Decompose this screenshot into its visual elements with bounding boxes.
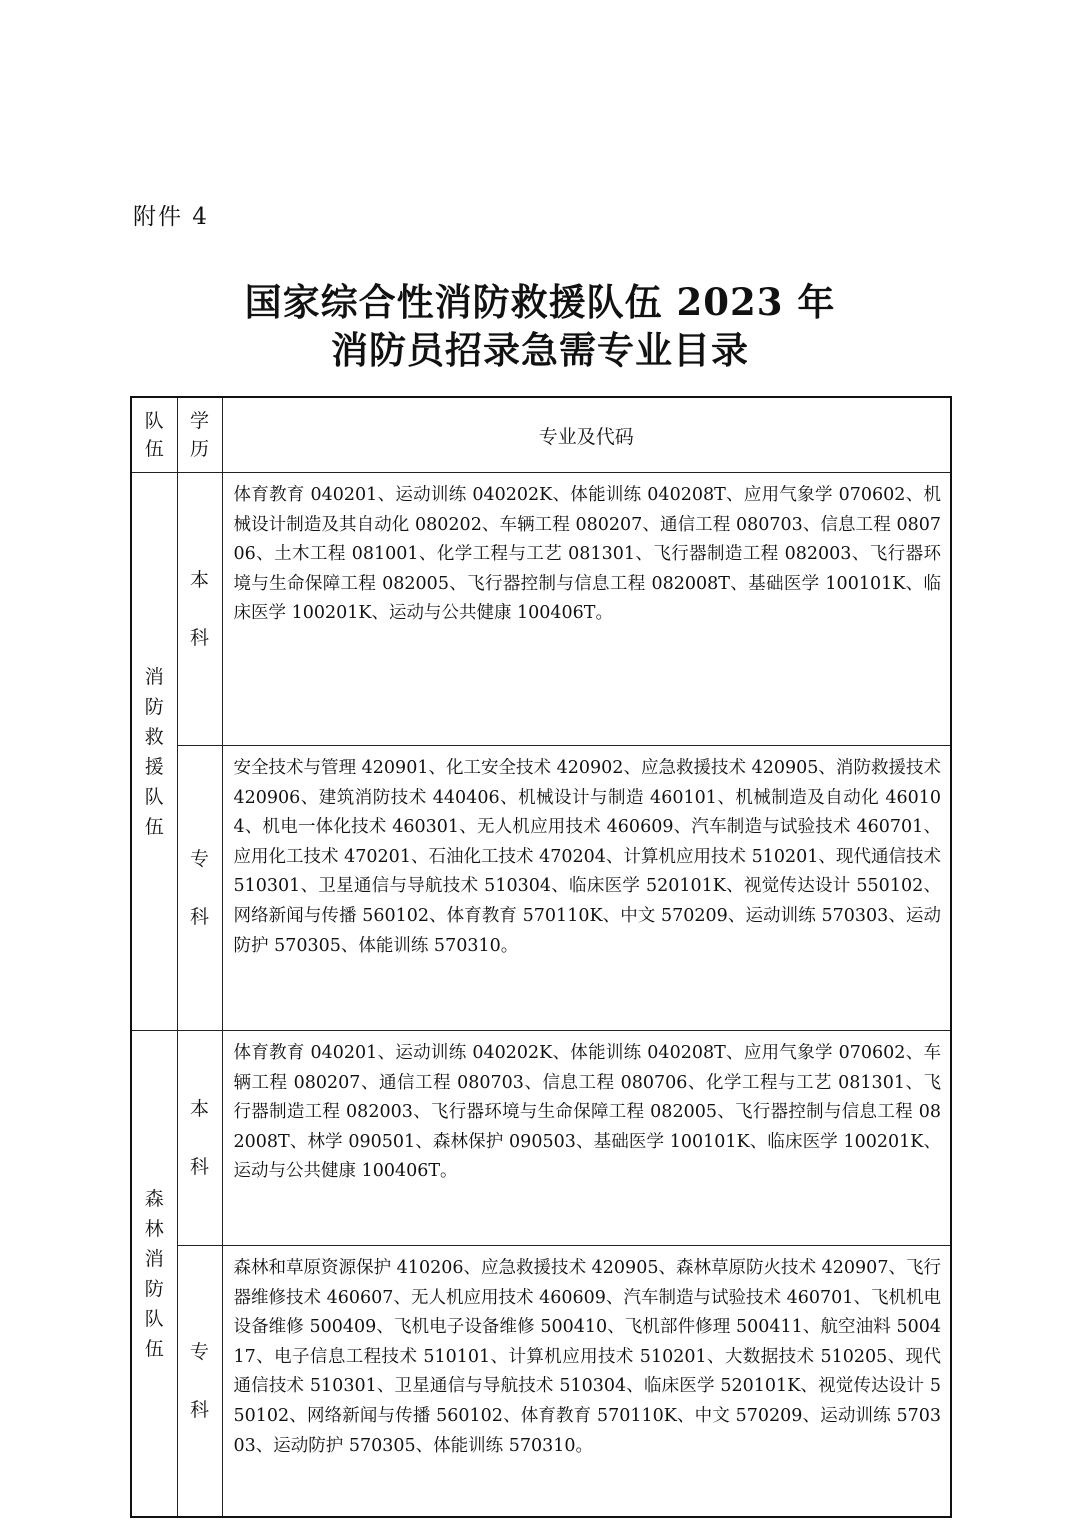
- table-header-row: [131, 397, 951, 473]
- degree-cell: 本科: [177, 473, 222, 746]
- header-team: 队伍: [131, 397, 177, 473]
- header-degree: 学历: [177, 397, 222, 473]
- attachment-label: 附件 4: [133, 204, 209, 230]
- majors-cell: 体育教育 040201、运动训练 040202K、体能训练 040208T、应用气象学 070602、车辆工程 080207、通信工程 080703、信息工程 080706、化学工程与工艺 081301、飞行器制造工程 082003、飞行器环境与生命保障工程 082005、飞行器控制与信息工程 082008T、林学 090501、森林保护 090503、基础医学 100101K、临床医学 100201K、运动与公共健康 100406T。: [222, 1031, 951, 1246]
- degree-cell: 本科: [177, 1031, 222, 1246]
- majors-cell: 体育教育 040201、运动训练 040202K、体能训练 040208T、应用气象学 070602、机械设计制造及其自动化 080202、车辆工程 080207、通信工程 080703、信息工程 080706、土木工程 081001、化学工程与工艺 081301、飞行器制造工程 082003、飞行器环境与生命保障工程 082005、飞行器控制与信息工程 082008T、基础医学 100101K、临床医学 100201K、运动与公共健康 100406T。: [222, 473, 951, 746]
- page-title-line-2: 消防员招录急需专业目录: [331, 328, 749, 372]
- header-majors: 专业及代码: [222, 397, 951, 473]
- degree-cell: 专科: [177, 1246, 222, 1518]
- team-cell-forest-fire: 森林消防队伍: [131, 1031, 177, 1518]
- table-row: [131, 1031, 951, 1246]
- table-row: [131, 746, 951, 1031]
- team-cell-fire-rescue: 消防救援队伍: [131, 473, 177, 1031]
- table-row: [131, 1246, 951, 1518]
- majors-cell: 森林和草原资源保护 410206、应急救援技术 420905、森林草原防火技术 420907、飞行器维修技术 460607、无人机应用技术 460609、汽车制造与试验技术 460701、飞机机电设备维修 500409、飞机电子设备维修 500410、飞机部件修理 500411、航空油料 500417、电子信息工程技术 510101、计算机应用技术 510201、大数据技术 510205、现代通信技术 510301、卫星通信与导航技术 510304、临床医学 520101K、视觉传达设计 550102、网络新闻与传播 560102、体育教育 570110K、中文 570209、运动训练 570303、运动防护 570305、体能训练 570310。: [222, 1246, 951, 1518]
- table-row: [131, 473, 951, 746]
- page-title-line-1: 国家综合性消防救援队伍 2023 年: [244, 280, 836, 324]
- majors-catalog-table: [130, 396, 952, 1518]
- majors-cell: 安全技术与管理 420901、化工安全技术 420902、应急救援技术 420905、消防救援技术 420906、建筑消防技术 440406、机械设计与制造 460101、机械制造及自动化 460104、机电一体化技术 460301、无人机应用技术 460609、汽车制造与试验技术 460701、应用化工技术 470201、石油化工技术 470204、计算机应用技术 510201、现代通信技术 510301、卫星通信与导航技术 510304、临床医学 520101K、视觉传达设计 550102、网络新闻与传播 560102、体育教育 570110K、中文 570209、运动训练 570303、运动防护 570305、体能训练 570310。: [222, 746, 951, 1031]
- degree-cell: 专科: [177, 746, 222, 1031]
